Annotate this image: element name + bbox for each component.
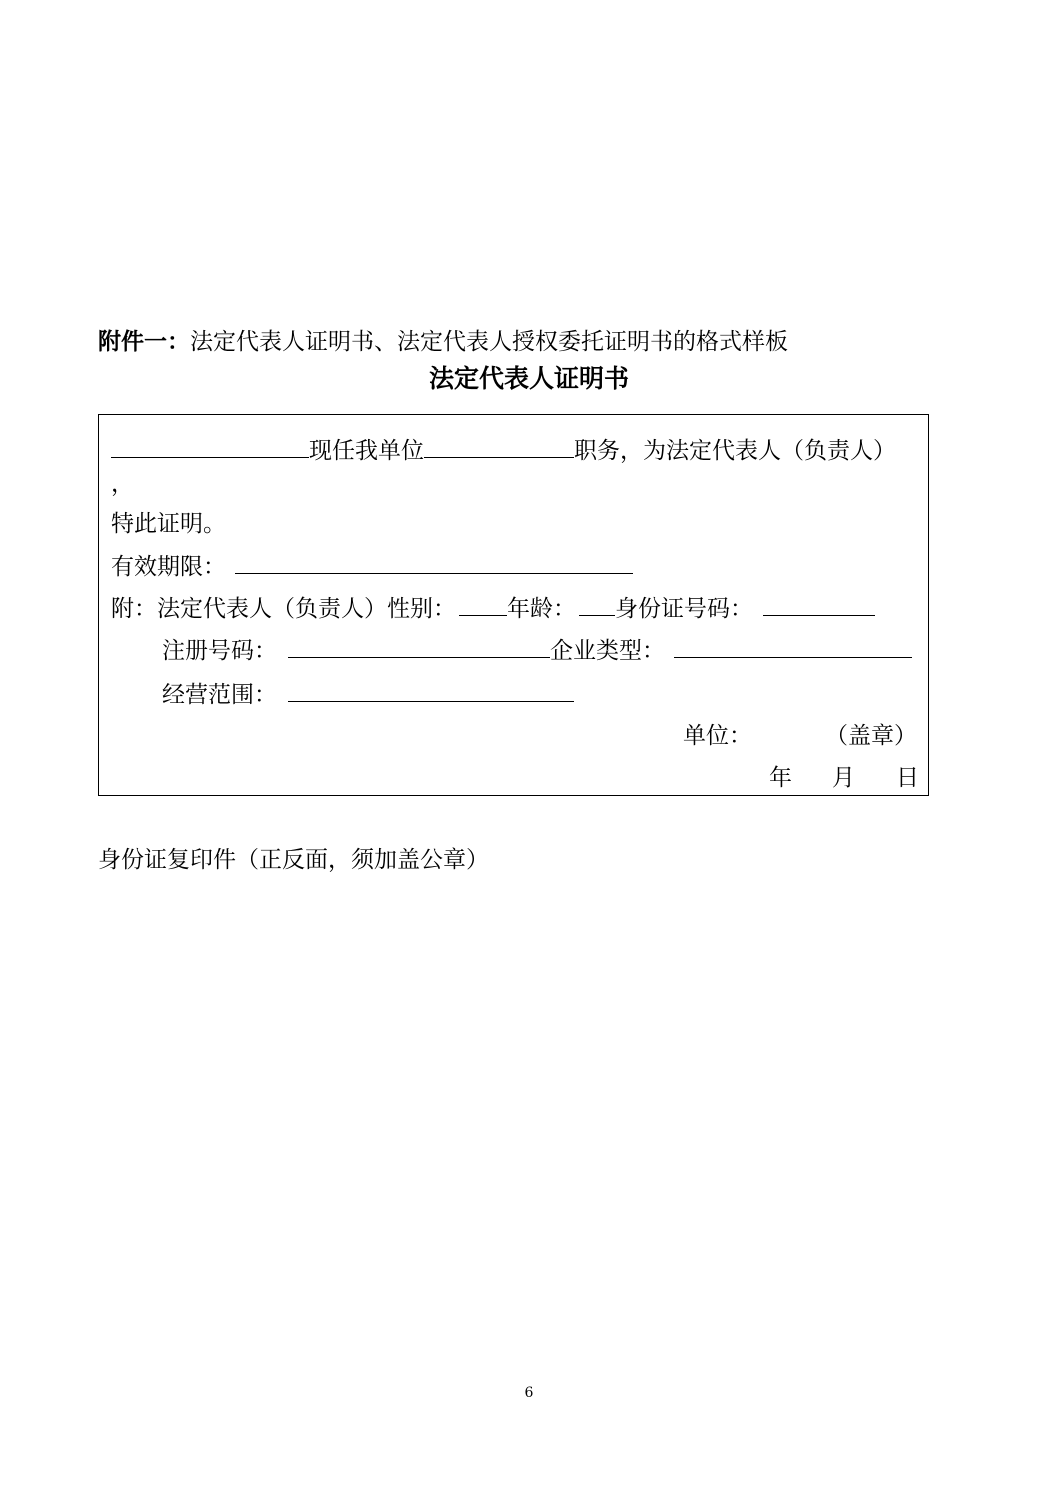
year-label: 年 bbox=[769, 765, 792, 791]
validity-line bbox=[111, 549, 633, 583]
age-label: 年龄： bbox=[507, 596, 576, 622]
name-blank[interactable] bbox=[111, 433, 309, 458]
certificate-box bbox=[98, 414, 929, 796]
current-unit-text: 现任我单位 bbox=[309, 438, 424, 464]
registration-line bbox=[162, 633, 912, 667]
certify-text: 特此证明。 bbox=[111, 511, 226, 537]
document-title: 法定代表人证明书 bbox=[428, 364, 629, 393]
id-number-blank[interactable] bbox=[763, 591, 875, 616]
registration-label: 注册号码： bbox=[162, 638, 277, 664]
id-copy-note: 身份证复印件（正反面，须加盖公章） bbox=[98, 847, 489, 873]
enterprise-type-label: 企业类型： bbox=[550, 638, 665, 664]
attachment-line bbox=[111, 591, 875, 625]
annex-label: 附件一： bbox=[98, 328, 190, 355]
annex-heading bbox=[98, 324, 788, 360]
validity-label: 有效期限： bbox=[111, 554, 226, 580]
seal-label: （盖章） bbox=[825, 723, 917, 749]
enterprise-type-blank[interactable] bbox=[674, 633, 912, 658]
business-scope-line bbox=[162, 677, 574, 711]
gender-blank[interactable] bbox=[459, 591, 507, 616]
business-scope-blank[interactable] bbox=[288, 677, 574, 702]
name-position-line bbox=[111, 433, 896, 467]
position-blank[interactable] bbox=[424, 433, 574, 458]
validity-blank[interactable] bbox=[235, 549, 633, 574]
business-scope-label: 经营范围： bbox=[162, 682, 277, 708]
age-blank[interactable] bbox=[579, 591, 615, 616]
registration-blank[interactable] bbox=[288, 633, 550, 658]
wrapped-comma: ， bbox=[111, 471, 134, 497]
annex-text: 法定代表人证明书、法定代表人授权委托证明书的格式样板 bbox=[190, 329, 788, 355]
position-text: 职务，为法定代表人（负责人） bbox=[574, 438, 896, 464]
day-label: 日 bbox=[896, 765, 919, 791]
id-number-label: 身份证号码： bbox=[615, 596, 753, 622]
unit-label: 单位： bbox=[683, 723, 752, 749]
attachment-gender-label: 附：法定代表人（负责人）性别： bbox=[111, 596, 456, 622]
month-label: 月 bbox=[832, 765, 855, 791]
page-number: 6 bbox=[524, 1385, 534, 1401]
